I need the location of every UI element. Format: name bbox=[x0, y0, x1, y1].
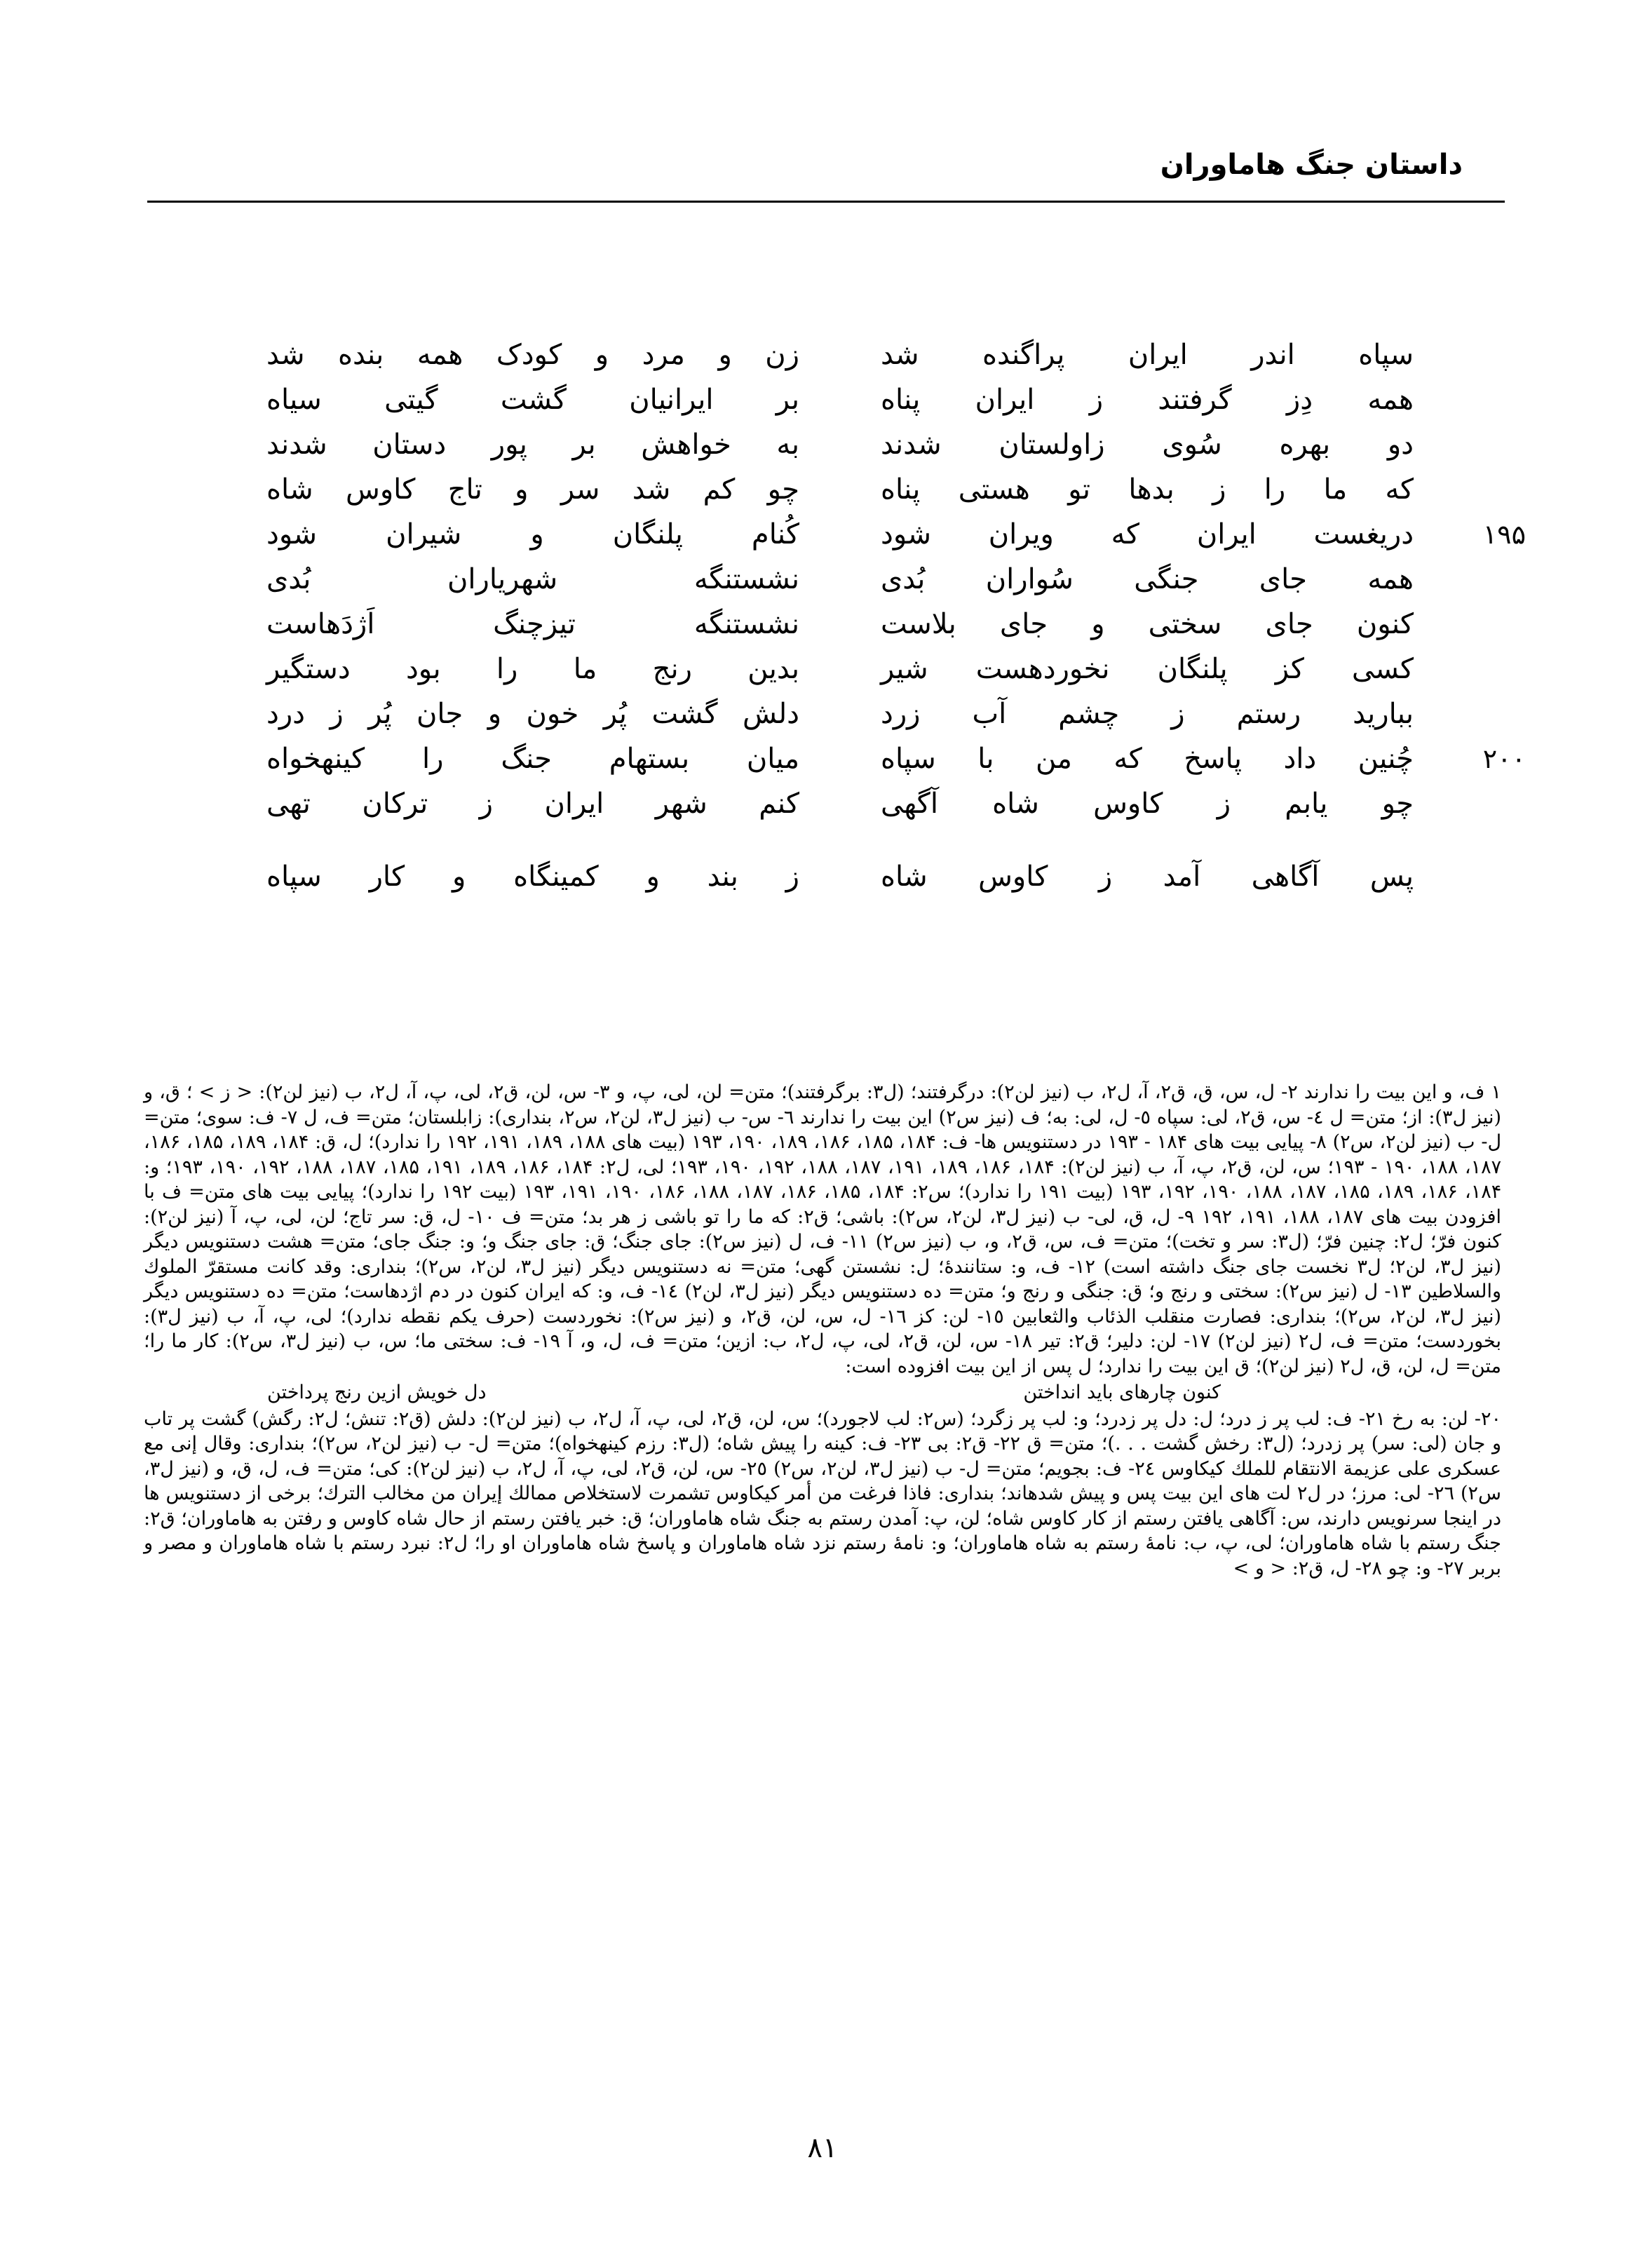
hemistich-left: ز بند و کمینگاه و کار سپاه bbox=[266, 860, 799, 893]
hemistich-left: زن و مرد و کودک همه بنده شد bbox=[266, 339, 799, 371]
hemistich-right: پس آگاهی آمد ز کاوس شاه bbox=[881, 860, 1414, 893]
hemistich-left: کُنام پلنگان و شیران شود bbox=[266, 518, 799, 551]
hemistich-right: همه دِز گرفتند ز ایران پناه bbox=[881, 384, 1414, 416]
hemistich-left: نشستنگه شهریاران بُدی bbox=[266, 563, 799, 595]
couplet bbox=[266, 734, 1526, 778]
header-rule bbox=[147, 201, 1505, 203]
hemistich-right: کسی کز پلنگان نخوردهست شیر bbox=[881, 653, 1414, 685]
hemistich-left: نشستنگه تیزچنگ اَژدَهاست bbox=[266, 608, 799, 640]
couplet bbox=[266, 464, 1414, 509]
verse-block bbox=[266, 330, 1526, 896]
couplet bbox=[266, 330, 1414, 374]
hemistich-right: چو یابم ز کاوس شاه آگهی bbox=[881, 788, 1414, 820]
running-head-title: داستان جنگ هاماوران bbox=[1160, 149, 1463, 181]
hemistich-right: ببارید رستم ز چشم آب زرد bbox=[881, 698, 1414, 730]
page-number: ۸۱ bbox=[807, 2132, 838, 2164]
inserted-hemistich-right: کنون چارهای باید انداختن bbox=[1023, 1382, 1221, 1403]
hemistich-right: کنون جای سختی و جای بلاست bbox=[881, 608, 1414, 640]
hemistich-left: میان بستهام جنگ را کینهخواه bbox=[266, 743, 799, 775]
footnote-inserted-couplet bbox=[267, 1380, 1221, 1405]
hemistich-right: دریغست ایران که ویران شود bbox=[881, 518, 1414, 551]
hemistich-right: که ما را ز بدها تو هستی پناه bbox=[881, 473, 1414, 506]
hemistich-left: دلش گشت پُر خون و جان پُر ز درد bbox=[266, 698, 799, 730]
hemistich-left: چو کم شد سر و تاج کاوس شاه bbox=[266, 473, 799, 506]
verse-number: ۱۹۵ bbox=[1482, 519, 1526, 550]
couplet bbox=[266, 599, 1414, 644]
couplet bbox=[266, 851, 1414, 896]
footnote-paragraph: ۲۰- لن: به رخ ۲۱- ف: لب پر ز درد؛ ل: دل پر زدرد؛ و: لب پر زگرد؛ (س۲: لب لاجورد)؛ س، لن، ق۲، لی، پ، آ، ل۲، ب (نیز لن۲): دلش (ق۲: تنش؛ ل۲: رگش) گشت پر تاب و جان (لی: سر) پر زدرد؛ (ل۳: رخش گشت . . .)؛ متن= ق ۲۲- ق۲: بی ۲۳- ف: کینه را پیش شاه؛ (ل۳: رزم کینهخواه)؛ متن= ل- ب (نیز لن۲، س۲)؛ بنداری: وقال إنی مع عسکری علی عزیمة الانتقام للملك کیکاوس ۲٤- ف: بجویم؛ متن= ل- ب (نیز ل۳، لن۲، س۲) ۲٥- س، لن، ق۲، لی، پ، آ، ل۲، ب (نیز لن۲): کی؛ متن= ف، ل، ق، و (نیز ل۳، س۲) ۲٦- لی: مرز؛ در ل۲ لت های این بیت پس و پیش شدهاند؛ بنداری: فاذا فرغت من أمر کیکاوس تشمرت لاستخلاص ممالك إیران من مخالب الترك؛ برخی از دستنویس ها در اینجا سرنویس دارند، س: آگاهی یافتن رستم از کار کاوس شاه؛ لن، پ: آمدن رستم به جنگ شاه هاماوران؛ ق: خبر یافتن رستم از حال شاه کاوس و رفتن به هاماوران؛ ق۲: جنگ رستم با شاه هاماوران؛ لی، پ، ب: نامهٔ رستم به شاه هاماوران؛ و: نامهٔ رستم نزد شاه هاماوران و پاسخ شاه هاماوران او را؛ ل۲: نبرد رستم با شاه هاماوران و مصر و بربر ۲۷- و: چو ۲۸- ل، ق۲: < و > bbox=[144, 1408, 1502, 1579]
hemistich-right: همه جای جنگی سُواران بُدی bbox=[881, 563, 1414, 595]
hemistich-right: چُنین داد پاسخ که من با سپاه bbox=[881, 743, 1414, 775]
hemistich-left: بر ایرانیان گشت گیتی سیاه bbox=[266, 384, 799, 416]
couplet bbox=[266, 778, 1414, 823]
footnote-paragraph: ۱ ف، و این بیت را ندارند ۲- ل، س، ق، ق۲، آ، ل۲، ب (نیز لن۲): درگرفتند؛ (ل۳: برگرفتند)؛ متن= لن، لی، پ، و ۳- س، لن، ق۲، لی، پ، آ، ل۲، ب (نیز لن۲): < ز > ؛ ق، و (نیز ل۳): از؛ متن= ل ٤- س، ق۲، لی: سپاه ٥- ل، لی: به؛ ف (نیز س۲) این بیت را ندارند ٦- س- ب (نیز ل۳، لن۲، س۲، بنداری): زابلستان؛ متن= ف، ل ۷- ف: سوی؛ متن= ل- ب (نیز لن۲، س۲) ۸- پیایی بیت های ۱۸۴ - ۱۹۳ در دستنویس ها- ف: ۱۸۴، ۱۸۵، ۱۸۶، ۱۸۹، ۱۹۰، ۱۹۳ (بیت های ۱۸۸، ۱۸۹، ۱۹۱، ۱۹۲ را ندارد)؛ ل، ق: ۱۸۴، ۱۸۹، ۱۸۵، ۱۸۶، ۱۸۷، ۱۸۸، ۱۹۰ - ۱۹۳؛ س، لن، ق۲، پ، آ، ب (نیز لن۲): ۱۸۴، ۱۸۶، ۱۸۹، ۱۹۱، ۱۸۷، ۱۸۸، ۱۹۲، ۱۹۰، ۱۹۳؛ لی، ل۲: ۱۸۴، ۱۸۶، ۱۸۹، ۱۹۱، ۱۸۵، ۱۸۷، ۱۸۸، ۱۹۲، ۱۹۰، ۱۹۳؛ و: ۱۸۴، ۱۸۶، ۱۸۹، ۱۸۵، ۱۸۷، ۱۸۸، ۱۹۰، ۱۹۲، ۱۹۳ (بیت ۱۹۱ را ندارد)؛ س۲: ۱۸۴، ۱۸۵، ۱۸۶، ۱۸۷، ۱۸۸، ۱۸۶، ۱۹۰، ۱۹۱، ۱۹۳ (بیت ۱۹۲ را ندارد)؛ پیایی بیت های متن= ف با افزودن بیت های ۱۸۷، ۱۸۸، ۱۹۱، ۱۹۲ ۹- ل، ق، لی- ب (نیز ل۳، لن۲، س۲): باشی؛ ق۲: که ما را تو باشی ز هر بد؛ متن= ف ۱۰- ل، ق: سر تاج؛ لن، لی، پ، آ (نیز لن۲): کنون فرّ؛ ل۲: چنین فرّ؛ (ل۳: سر و تخت)؛ متن= ف، س، ق۲، و، ب (نیز س۲) ۱۱- ف، ل (نیز س۲): جای جنگ؛ ق: جای جنگ و؛ و: جنگ جای؛ متن= هشت دستنویس دیگر (نیز ل۳، لن۲؛ ل۳ نخست جای جنگ داشته است) ۱۲- ف، و: ستانندهٔ؛ ل: نشستن گهی؛ متن= نه دستنویس دیگر (نیز ل۳، لن۲، س۲)؛ بنداری: وقد کانت مستقرّ الملوك والسلاطین ۱۳- ل (نیز س۲): سختی و رنج و؛ ق: جنگی و رنج و؛ متن= ده دستنویس دیگر (نیز ل۳، لن۲) ۱٤- ف، و: که ایران کنون در دم اژدهاست؛ متن= ده دستنویس دیگر (نیز ل۳، لن۲، س۲)؛ بنداری: فصارت منقلب الذئاب والثعابین ۱٥- لن: کز ۱٦- ل، س، لن، ق۲، و (نیز س۲): نخوردست (حرف یکم نقطه ندارد)؛ لی، پ، آ، ب (نیز ل۳): بخوردست؛ متن= ف، ل۲ (نیز لن۲) ۱۷- لن: دلیر؛ ق۲: تیر ۱۸- س، لن، ق۲، لی، پ، ل۲، ب: ازین؛ متن= ف، ل، و، آ ۱۹- ف: سختی ما؛ س، ب (نیز ل۳، س۲): کار ما را؛ متن= ل، لن، ق، ل۲ (نیز لن۲)؛ ق این بیت را ندارد؛ ل پس از این بیت افزوده است: bbox=[144, 1081, 1502, 1377]
couplet bbox=[266, 374, 1414, 419]
hemistich-right: دو بهره سُوی زاولستان شدند bbox=[881, 428, 1414, 461]
hemistich-right: سپاه اندر ایران پراگنده شد bbox=[881, 339, 1414, 371]
hemistich-left: به خواهش بر پور دستان شدند bbox=[266, 428, 799, 461]
couplet bbox=[266, 644, 1414, 689]
couplet bbox=[266, 554, 1414, 599]
footnotes bbox=[144, 1080, 1501, 1581]
couplet bbox=[266, 419, 1414, 464]
couplet bbox=[266, 509, 1526, 554]
couplet bbox=[266, 689, 1414, 734]
hemistich-left: بدین رنج ما را بود دستگیر bbox=[266, 653, 799, 685]
inserted-hemistich-left: دل خویش ازین رنج پرداختن bbox=[267, 1382, 487, 1403]
verse-number: ۲۰۰ bbox=[1482, 743, 1526, 774]
hemistich-left: کنم شهر ایران ز ترکان تهی bbox=[266, 788, 799, 820]
